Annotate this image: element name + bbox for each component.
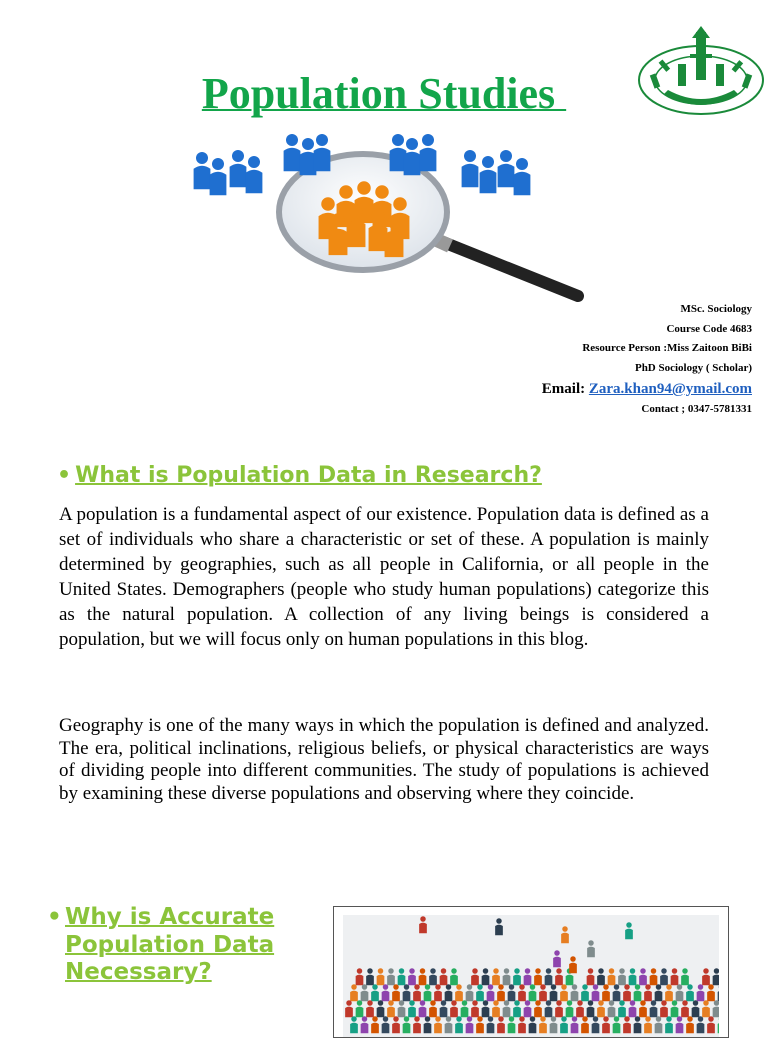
crowd-person [650, 1000, 658, 1017]
crowd-person [587, 1000, 595, 1017]
crowd-person [650, 968, 658, 985]
crowd-person [345, 1000, 353, 1017]
crowd-person [513, 968, 521, 985]
crowd-person [702, 1000, 710, 1017]
crowd-person [686, 1016, 694, 1033]
person-icon [210, 158, 227, 195]
crowd-person [561, 926, 569, 943]
section-heading-text: What is Population Data in Research? [75, 463, 542, 488]
crowd-person [560, 984, 568, 1001]
crowd-person [440, 1000, 448, 1017]
paragraph-definition: A population is a fundamental aspect of our existence. Population data is defined as a set of individuals who share a characteristic or set of these. A population is mainly determined by geographies, such as all people in California, or all people in the United States. Demographers (people who study human populations) categorize this as the natural population. A collection of any living beings is considered a population, but we will focus only on human populations in this blog. [59, 502, 709, 652]
crowd-person [497, 1016, 505, 1033]
crowd-person [686, 984, 694, 1001]
crowd-person [492, 1000, 500, 1017]
crowd-person [434, 984, 442, 1001]
crowd-person [681, 1000, 689, 1017]
crowd-person [371, 984, 379, 1001]
crowd-person [623, 1016, 631, 1033]
crowd-person [660, 1000, 668, 1017]
crowd-person [482, 1000, 490, 1017]
person-icon [498, 150, 515, 187]
crowd-person [366, 968, 374, 985]
crowd-person [424, 1016, 432, 1033]
crowd-person [613, 1016, 621, 1033]
crowd-person [545, 1000, 553, 1017]
crowd-person [550, 984, 558, 1001]
crowd-person [413, 984, 421, 1001]
crowd-person [539, 984, 547, 1001]
crowd-person [597, 968, 605, 985]
crowd-person [466, 984, 474, 1001]
crowd-person [660, 968, 668, 985]
crowd-person [524, 1000, 532, 1017]
crowd-person [377, 1000, 385, 1017]
university-emblem-icon [634, 24, 768, 124]
crowd-person [518, 1016, 526, 1033]
crowd-person [581, 1016, 589, 1033]
crowd-person [487, 984, 495, 1001]
crowd-person [524, 968, 532, 985]
crowd-person [697, 984, 705, 1001]
crowd-person [503, 1000, 511, 1017]
crowd-person [555, 1000, 563, 1017]
crowd-person [450, 968, 458, 985]
crowd-photo-frame [333, 906, 729, 1038]
crowd-person [671, 1000, 679, 1017]
crowd-person [487, 1016, 495, 1033]
person-icon [514, 158, 531, 195]
crowd-person [597, 1000, 605, 1017]
crowd-person [634, 984, 642, 1001]
crowd-person [403, 984, 411, 1001]
crowd-person [495, 918, 503, 935]
crowd-person [608, 968, 616, 985]
crowd-person [450, 1000, 458, 1017]
crowd-person [550, 1016, 558, 1033]
crowd-person [361, 1016, 369, 1033]
bullet-icon: • [47, 904, 62, 932]
crowd-person [371, 1016, 379, 1033]
crowd-person [497, 984, 505, 1001]
crowd-person [413, 1016, 421, 1033]
person-icon [385, 215, 404, 257]
crowd-person [623, 984, 631, 1001]
crowd-person [471, 1000, 479, 1017]
crowd-person [676, 1016, 684, 1033]
person-icon [246, 156, 263, 193]
crowd-person [587, 968, 595, 985]
crowd-person [655, 1016, 663, 1033]
crowd-person [629, 968, 637, 985]
crowd-person [681, 968, 689, 985]
crowd-person [560, 1016, 568, 1033]
crowd-person [461, 1000, 469, 1017]
crowd-person [356, 968, 364, 985]
paragraph-geography: Geography is one of the many ways in which the population is defined and analyzed. The era, political inclinations, religious beliefs, or physical characteristics are ways of dividing people into different communities. The study of populations is achieved by examining these diverse populations and observing where they coincide. [59, 715, 709, 805]
magnifier-people-illustration [188, 128, 588, 306]
crowd-person [508, 1016, 516, 1033]
crowd-person [361, 984, 369, 1001]
course-code: Course Code 4683 [542, 320, 752, 340]
crowd-person [634, 1016, 642, 1033]
crowd-person [503, 968, 511, 985]
crowd-person [419, 1000, 427, 1017]
crowd-person [625, 922, 633, 939]
crowd-person [608, 1000, 616, 1017]
crowd-person [529, 1016, 537, 1033]
person-icon [420, 134, 437, 171]
crowd-person [429, 968, 437, 985]
crowd-person [455, 1016, 463, 1033]
crowd-person [419, 916, 427, 933]
crowd-person [534, 1000, 542, 1017]
crowd-person [571, 1016, 579, 1033]
crowd-person [618, 1000, 626, 1017]
crowd-person [697, 1016, 705, 1033]
person-icon [462, 150, 479, 187]
person-icon [347, 205, 366, 247]
crowd-person [398, 1000, 406, 1017]
crowd-person [398, 968, 406, 985]
crowd-person [508, 984, 516, 1001]
person-icon [314, 134, 331, 171]
person-icon [194, 152, 211, 189]
crowd-person [408, 968, 416, 985]
crowd-photo [343, 915, 719, 1037]
crowd-person [466, 1016, 474, 1033]
crowd-person [534, 968, 542, 985]
section-heading-population-data [57, 463, 542, 488]
crowd-person [518, 984, 526, 1001]
crowd-person [576, 1000, 584, 1017]
crowd-person [644, 984, 652, 1001]
crowd-person [569, 956, 577, 973]
email-label: Email: [542, 381, 585, 397]
crowd-person [639, 1000, 647, 1017]
author-info [542, 300, 752, 420]
crowd-person [555, 968, 563, 985]
crowd-person [350, 984, 358, 1001]
crowd-person [366, 1000, 374, 1017]
crowd-person [445, 984, 453, 1001]
crowd-person [382, 984, 390, 1001]
crowd-person [419, 968, 427, 985]
crowd-person [408, 1000, 416, 1017]
section-heading-text: Why is Accurate Population Data Necessary? [65, 904, 317, 987]
crowd-person [445, 1016, 453, 1033]
person-icon [480, 156, 497, 193]
crowd-person [618, 968, 626, 985]
crowd-person [655, 984, 663, 1001]
crowd-person [492, 968, 500, 985]
crowd-person [692, 1000, 700, 1017]
person-icon [230, 150, 247, 187]
person-icon [404, 138, 421, 175]
crowd-person [602, 1016, 610, 1033]
crowd-person [434, 1016, 442, 1033]
crowd-person [392, 984, 400, 1001]
crowd-person [429, 1000, 437, 1017]
crowd-person [639, 968, 647, 985]
crowd-person [581, 984, 589, 1001]
crowd-person [356, 1000, 364, 1017]
crowd-person [553, 950, 561, 967]
person-icon [329, 213, 348, 255]
crowd-person [702, 968, 710, 985]
crowd-person [676, 984, 684, 1001]
crowd-person [644, 1016, 652, 1033]
crowd-person [387, 968, 395, 985]
crowd-person [566, 1000, 574, 1017]
email-link[interactable]: Zara.khan94@ymail.com [589, 381, 752, 397]
crowd-person [592, 984, 600, 1001]
section-heading-accurate-data [47, 904, 317, 987]
crowd-person [482, 968, 490, 985]
crowd-person [592, 1016, 600, 1033]
crowd-person [665, 984, 673, 1001]
program: MSc. Sociology [542, 300, 752, 320]
crowd-person [424, 984, 432, 1001]
crowd-person [387, 1000, 395, 1017]
crowd-person [571, 984, 579, 1001]
crowd-person [350, 1016, 358, 1033]
crowd-person [539, 1016, 547, 1033]
crowd-person [602, 984, 610, 1001]
email-row [542, 378, 752, 400]
crowd-person [671, 968, 679, 985]
crowd-person [377, 968, 385, 985]
crowd-person [382, 1016, 390, 1033]
crowd-person [529, 984, 537, 1001]
crowd-person [403, 1016, 411, 1033]
crowd-person [665, 1016, 673, 1033]
crowd-person [587, 940, 595, 957]
resource-person: Resource Person :Miss Zaitoon BiBi [542, 339, 752, 359]
crowd-person [476, 1016, 484, 1033]
crowd-person [707, 984, 715, 1001]
crowd-person [440, 968, 448, 985]
person-icon [284, 134, 301, 171]
crowd-person [476, 984, 484, 1001]
qualification: PhD Sociology ( Scholar) [542, 359, 752, 379]
contact: Contact ; 0347-5781331 [542, 400, 752, 420]
crowd-person [629, 1000, 637, 1017]
crowd-person [545, 968, 553, 985]
crowd-person [613, 984, 621, 1001]
page-title: Population Studies [0, 68, 768, 119]
crowd-person [455, 984, 463, 1001]
crowd-person [707, 1016, 715, 1033]
crowd-person [471, 968, 479, 985]
bullet-icon: • [57, 463, 71, 488]
crowd-person [513, 1000, 521, 1017]
crowd-person [392, 1016, 400, 1033]
